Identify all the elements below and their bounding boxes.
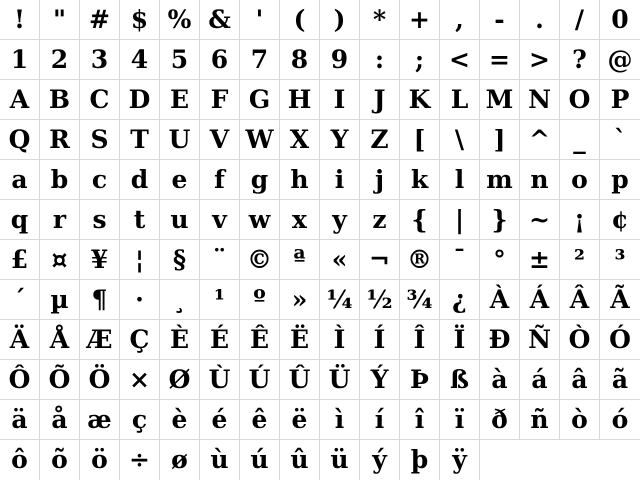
glyph-cell[interactable]: Ú bbox=[240, 360, 280, 400]
glyph-cell[interactable]: è bbox=[160, 400, 200, 440]
glyph-cell[interactable]: ¥ bbox=[80, 240, 120, 280]
glyph-cell[interactable]: ¦ bbox=[120, 240, 160, 280]
glyph-cell[interactable]: ÷ bbox=[120, 440, 160, 480]
glyph-cell[interactable]: Ø bbox=[160, 360, 200, 400]
glyph-cell[interactable]: y bbox=[320, 200, 360, 240]
glyph-cell[interactable]: F bbox=[200, 80, 240, 120]
glyph-cell[interactable]: ½ bbox=[360, 280, 400, 320]
glyph-cell[interactable]: R bbox=[40, 120, 80, 160]
glyph-cell[interactable]: Æ bbox=[80, 320, 120, 360]
glyph-cell[interactable]: v bbox=[200, 200, 240, 240]
glyph-cell[interactable]: ¤ bbox=[40, 240, 80, 280]
glyph-cell[interactable]: ¿ bbox=[440, 280, 480, 320]
glyph-cell[interactable]: Ý bbox=[360, 360, 400, 400]
glyph-cell[interactable]: L bbox=[440, 80, 480, 120]
glyph-cell[interactable]: 1 bbox=[0, 40, 40, 80]
glyph-cell[interactable]: n bbox=[520, 160, 560, 200]
glyph-cell[interactable]: Á bbox=[520, 280, 560, 320]
glyph-cell[interactable]: h bbox=[280, 160, 320, 200]
glyph-cell[interactable]: ¢ bbox=[600, 200, 640, 240]
glyph-cell[interactable]: 6 bbox=[200, 40, 240, 80]
glyph-cell[interactable]: x bbox=[280, 200, 320, 240]
glyph-cell[interactable]: b bbox=[40, 160, 80, 200]
glyph-cell[interactable]: o bbox=[560, 160, 600, 200]
glyph-cell[interactable]: 8 bbox=[280, 40, 320, 80]
glyph-cell[interactable]: ì bbox=[320, 400, 360, 440]
glyph-cell[interactable]: Î bbox=[400, 320, 440, 360]
glyph-cell[interactable]: · bbox=[120, 280, 160, 320]
glyph-cell[interactable]: m bbox=[480, 160, 520, 200]
glyph-cell[interactable]: ; bbox=[400, 40, 440, 80]
glyph-cell[interactable]: / bbox=[560, 0, 600, 40]
glyph-cell[interactable]: © bbox=[240, 240, 280, 280]
glyph-cell[interactable]: + bbox=[400, 0, 440, 40]
glyph-cell[interactable]: ( bbox=[280, 0, 320, 40]
glyph-cell[interactable]: Ï bbox=[440, 320, 480, 360]
glyph-cell[interactable]: ¶ bbox=[80, 280, 120, 320]
glyph-cell[interactable]: Y bbox=[320, 120, 360, 160]
glyph-cell[interactable]: â bbox=[560, 360, 600, 400]
glyph-cell[interactable]: ÿ bbox=[440, 440, 480, 480]
glyph-cell[interactable]: ~ bbox=[520, 200, 560, 240]
glyph-cell[interactable]: a bbox=[0, 160, 40, 200]
glyph-cell[interactable]: õ bbox=[40, 440, 80, 480]
glyph-cell[interactable]: c bbox=[80, 160, 120, 200]
glyph-cell[interactable]: = bbox=[480, 40, 520, 80]
glyph-cell[interactable]: § bbox=[160, 240, 200, 280]
glyph-cell[interactable]: I bbox=[320, 80, 360, 120]
glyph-cell[interactable]: N bbox=[520, 80, 560, 120]
glyph-cell[interactable]: V bbox=[200, 120, 240, 160]
glyph-cell[interactable]: - bbox=[480, 0, 520, 40]
glyph-cell[interactable]: Ô bbox=[0, 360, 40, 400]
glyph-cell[interactable]: £ bbox=[0, 240, 40, 280]
glyph-cell[interactable]: Þ bbox=[400, 360, 440, 400]
glyph-cell[interactable]: Ë bbox=[280, 320, 320, 360]
glyph-cell[interactable]: ü bbox=[320, 440, 360, 480]
glyph-cell[interactable]: Ä bbox=[0, 320, 40, 360]
empty-cell bbox=[600, 440, 640, 480]
glyph-cell[interactable]: z bbox=[360, 200, 400, 240]
glyph-cell[interactable]: Â bbox=[560, 280, 600, 320]
glyph-cell[interactable]: 9 bbox=[320, 40, 360, 80]
glyph-cell[interactable]: × bbox=[120, 360, 160, 400]
glyph-cell[interactable]: & bbox=[200, 0, 240, 40]
glyph-cell[interactable]: ñ bbox=[520, 400, 560, 440]
glyph-cell[interactable]: i bbox=[320, 160, 360, 200]
glyph-cell[interactable]: K bbox=[400, 80, 440, 120]
glyph-cell[interactable]: ç bbox=[120, 400, 160, 440]
glyph-cell[interactable]: J bbox=[360, 80, 400, 120]
glyph-cell[interactable]: ¸ bbox=[160, 280, 200, 320]
glyph-cell[interactable]: ù bbox=[200, 440, 240, 480]
glyph-cell[interactable]: ¨ bbox=[200, 240, 240, 280]
glyph-cell[interactable]: k bbox=[400, 160, 440, 200]
glyph-cell[interactable]: # bbox=[80, 0, 120, 40]
glyph-cell[interactable]: » bbox=[280, 280, 320, 320]
glyph-cell[interactable]: U bbox=[160, 120, 200, 160]
glyph-cell[interactable]: ó bbox=[600, 400, 640, 440]
glyph-cell[interactable]: Ñ bbox=[520, 320, 560, 360]
glyph-cell[interactable]: ) bbox=[320, 0, 360, 40]
glyph-cell[interactable]: ¾ bbox=[400, 280, 440, 320]
glyph-cell[interactable]: ý bbox=[360, 440, 400, 480]
glyph-cell[interactable]: É bbox=[200, 320, 240, 360]
glyph-cell[interactable]: < bbox=[440, 40, 480, 80]
glyph-cell[interactable]: g bbox=[240, 160, 280, 200]
glyph-cell[interactable]: ´ bbox=[0, 280, 40, 320]
glyph-cell[interactable]: H bbox=[280, 80, 320, 120]
glyph-cell[interactable]: ® bbox=[400, 240, 440, 280]
glyph-cell[interactable]: ^ bbox=[520, 120, 560, 160]
glyph-cell[interactable]: l bbox=[440, 160, 480, 200]
glyph-cell[interactable]: ª bbox=[280, 240, 320, 280]
glyph-cell[interactable]: f bbox=[200, 160, 240, 200]
glyph-cell[interactable]: Z bbox=[360, 120, 400, 160]
glyph-cell[interactable]: \ bbox=[440, 120, 480, 160]
glyph-cell[interactable]: $ bbox=[120, 0, 160, 40]
glyph-cell[interactable]: ± bbox=[520, 240, 560, 280]
glyph-cell[interactable]: é bbox=[200, 400, 240, 440]
glyph-cell[interactable]: º bbox=[240, 280, 280, 320]
glyph-cell[interactable]: ø bbox=[160, 440, 200, 480]
empty-cell bbox=[520, 440, 560, 480]
glyph-cell[interactable]: È bbox=[160, 320, 200, 360]
glyph-cell[interactable]: Í bbox=[360, 320, 400, 360]
glyph-cell[interactable]: G bbox=[240, 80, 280, 120]
glyph-cell[interactable]: Å bbox=[40, 320, 80, 360]
glyph-cell[interactable]: ³ bbox=[600, 240, 640, 280]
glyph-cell[interactable]: á bbox=[520, 360, 560, 400]
glyph-cell[interactable]: ê bbox=[240, 400, 280, 440]
glyph-cell[interactable]: O bbox=[560, 80, 600, 120]
glyph-cell[interactable]: ï bbox=[440, 400, 480, 440]
glyph-cell[interactable]: 4 bbox=[120, 40, 160, 80]
glyph-cell[interactable]: ö bbox=[80, 440, 120, 480]
glyph-cell[interactable]: " bbox=[40, 0, 80, 40]
glyph-cell[interactable]: ò bbox=[560, 400, 600, 440]
glyph-cell[interactable]: î bbox=[400, 400, 440, 440]
glyph-cell[interactable]: ë bbox=[280, 400, 320, 440]
glyph-cell[interactable]: [ bbox=[400, 120, 440, 160]
glyph-cell[interactable]: ß bbox=[440, 360, 480, 400]
glyph-cell[interactable]: . bbox=[520, 0, 560, 40]
glyph-cell[interactable]: w bbox=[240, 200, 280, 240]
glyph-cell[interactable]: ¼ bbox=[320, 280, 360, 320]
glyph-cell[interactable]: ä bbox=[0, 400, 40, 440]
glyph-cell[interactable]: Ù bbox=[200, 360, 240, 400]
glyph-cell[interactable]: Û bbox=[280, 360, 320, 400]
glyph-cell[interactable]: þ bbox=[400, 440, 440, 480]
glyph-cell[interactable]: A bbox=[0, 80, 40, 120]
glyph-cell[interactable]: æ bbox=[80, 400, 120, 440]
glyph-cell[interactable]: À bbox=[480, 280, 520, 320]
glyph-cell[interactable]: Ê bbox=[240, 320, 280, 360]
glyph-cell[interactable]: í bbox=[360, 400, 400, 440]
glyph-cell[interactable]: ! bbox=[0, 0, 40, 40]
glyph-cell[interactable]: X bbox=[280, 120, 320, 160]
glyph-cell[interactable]: Ì bbox=[320, 320, 360, 360]
glyph-cell[interactable]: } bbox=[480, 200, 520, 240]
glyph-cell[interactable]: D bbox=[120, 80, 160, 120]
empty-cell bbox=[560, 440, 600, 480]
glyph-cell[interactable]: å bbox=[40, 400, 80, 440]
glyph-cell[interactable]: Ò bbox=[560, 320, 600, 360]
glyph-cell[interactable]: Ð bbox=[480, 320, 520, 360]
glyph-cell[interactable]: ] bbox=[480, 120, 520, 160]
glyph-cell[interactable]: e bbox=[160, 160, 200, 200]
glyph-cell[interactable]: r bbox=[40, 200, 80, 240]
glyph-cell[interactable]: µ bbox=[40, 280, 80, 320]
glyph-cell[interactable]: 2 bbox=[40, 40, 80, 80]
glyph-cell[interactable]: ' bbox=[240, 0, 280, 40]
glyph-cell[interactable]: ¡ bbox=[560, 200, 600, 240]
glyph-cell[interactable]: 0 bbox=[600, 0, 640, 40]
glyph-cell[interactable]: T bbox=[120, 120, 160, 160]
glyph-cell[interactable]: ` bbox=[600, 120, 640, 160]
glyph-cell[interactable]: Ã bbox=[600, 280, 640, 320]
glyph-cell[interactable]: ð bbox=[480, 400, 520, 440]
glyph-cell[interactable]: ô bbox=[0, 440, 40, 480]
glyph-cell[interactable]: { bbox=[400, 200, 440, 240]
glyph-cell[interactable]: û bbox=[280, 440, 320, 480]
glyph-cell[interactable]: Q bbox=[0, 120, 40, 160]
glyph-cell[interactable]: * bbox=[360, 0, 400, 40]
glyph-cell[interactable]: ã bbox=[600, 360, 640, 400]
glyph-cell[interactable]: E bbox=[160, 80, 200, 120]
glyph-cell[interactable]: Ü bbox=[320, 360, 360, 400]
glyph-cell[interactable]: W bbox=[240, 120, 280, 160]
glyph-cell[interactable]: % bbox=[160, 0, 200, 40]
glyph-cell[interactable]: « bbox=[320, 240, 360, 280]
glyph-cell[interactable]: 7 bbox=[240, 40, 280, 80]
glyph-cell[interactable]: j bbox=[360, 160, 400, 200]
glyph-cell[interactable]: d bbox=[120, 160, 160, 200]
glyph-cell[interactable]: t bbox=[120, 200, 160, 240]
glyph-cell[interactable]: M bbox=[480, 80, 520, 120]
glyph-cell[interactable]: _ bbox=[560, 120, 600, 160]
glyph-cell[interactable]: ² bbox=[560, 240, 600, 280]
glyph-cell[interactable]: ¯ bbox=[440, 240, 480, 280]
glyph-cell[interactable]: ¬ bbox=[360, 240, 400, 280]
glyph-cell[interactable]: 3 bbox=[80, 40, 120, 80]
empty-cell bbox=[480, 440, 520, 480]
glyph-cell[interactable]: Ö bbox=[80, 360, 120, 400]
glyph-cell[interactable]: , bbox=[440, 0, 480, 40]
glyph-cell[interactable]: ° bbox=[480, 240, 520, 280]
glyph-cell[interactable]: @ bbox=[600, 40, 640, 80]
glyph-cell[interactable]: C bbox=[80, 80, 120, 120]
glyph-cell[interactable]: u bbox=[160, 200, 200, 240]
glyph-cell[interactable]: Õ bbox=[40, 360, 80, 400]
glyph-cell[interactable]: B bbox=[40, 80, 80, 120]
glyph-cell[interactable]: 5 bbox=[160, 40, 200, 80]
glyph-cell[interactable]: Ó bbox=[600, 320, 640, 360]
glyph-cell[interactable]: ú bbox=[240, 440, 280, 480]
glyph-cell[interactable]: à bbox=[480, 360, 520, 400]
glyph-cell[interactable]: p bbox=[600, 160, 640, 200]
glyph-cell[interactable]: ? bbox=[560, 40, 600, 80]
glyph-cell[interactable]: | bbox=[440, 200, 480, 240]
glyph-cell[interactable]: Ç bbox=[120, 320, 160, 360]
glyph-cell[interactable]: > bbox=[520, 40, 560, 80]
glyph-cell[interactable]: : bbox=[360, 40, 400, 80]
glyph-cell[interactable]: P bbox=[600, 80, 640, 120]
glyph-cell[interactable]: q bbox=[0, 200, 40, 240]
glyph-cell[interactable]: S bbox=[80, 120, 120, 160]
glyph-cell[interactable]: s bbox=[80, 200, 120, 240]
glyph-cell[interactable]: ¹ bbox=[200, 280, 240, 320]
